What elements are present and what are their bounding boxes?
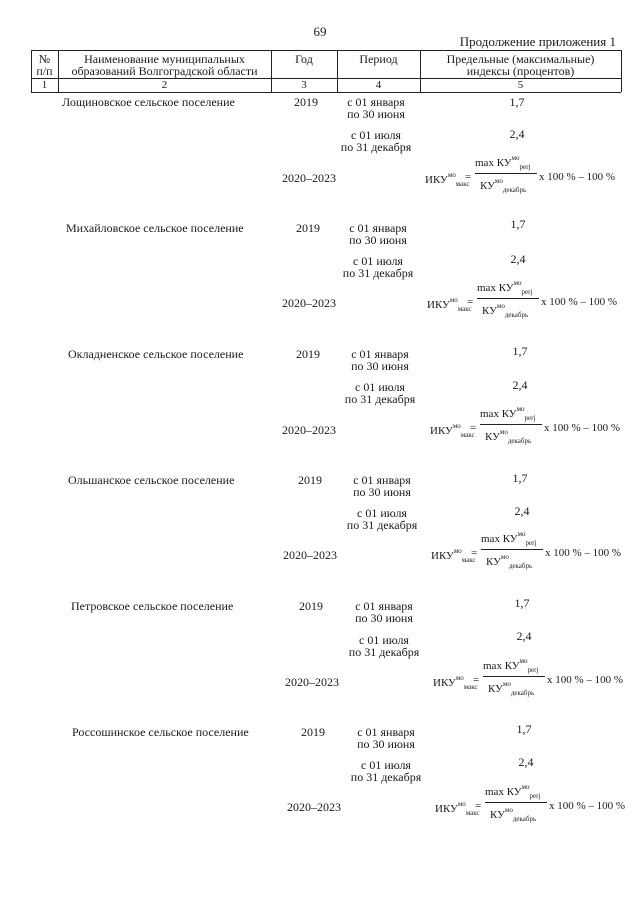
period-first-line1: с 01 января <box>349 221 407 235</box>
table-row <box>0 96 640 222</box>
formula-fraction-bar <box>475 173 537 174</box>
formula-num-sup: мо <box>517 530 526 538</box>
formula-lhs-sub: макс <box>455 180 470 188</box>
formula-num-sup: мо <box>521 783 530 791</box>
formula-lhs-text: ИКУ <box>427 299 450 311</box>
col-number-5: 5 <box>517 79 524 91</box>
formula-num-text: max КУ <box>477 282 514 294</box>
period-second-line1: с 01 июля <box>353 254 403 268</box>
formula-num-sup: мо <box>511 154 520 162</box>
formula-fraction-bar <box>477 298 539 299</box>
formula-den-text: КУ <box>486 556 501 568</box>
formula-num-sub: perj <box>525 539 537 547</box>
formula-num-text: max КУ <box>475 157 512 169</box>
year-range: 2020–2023 <box>282 423 336 437</box>
formula-lhs-sup: мо <box>457 800 466 808</box>
formula-num-sub: perj <box>519 163 531 171</box>
period-second-line2: по 31 декабря <box>342 266 414 280</box>
value-first-half: 1,7 <box>516 722 532 736</box>
formula-den-sup: мо <box>502 680 511 688</box>
formula-den-sub: декабрь <box>507 437 532 445</box>
formula-lhs <box>427 296 472 313</box>
period-second-line2: по 31 декабря <box>340 140 412 154</box>
value-second-half: 2,4 <box>518 755 534 769</box>
formula-num-sup: мо <box>519 657 528 665</box>
municipality-name: Петровское сельское поселение <box>71 599 234 613</box>
formula-equals: = <box>467 296 474 308</box>
formula-lhs <box>435 800 480 817</box>
header-bottom-rule <box>31 92 621 93</box>
header-limit-line2: индексы (процентов) <box>466 64 575 78</box>
col-number-4: 4 <box>375 79 382 91</box>
municipality-name: Окладненское сельское поселение <box>68 347 244 361</box>
formula-den-text: КУ <box>490 809 505 821</box>
header-num-line1: № <box>38 52 51 66</box>
formula-lhs-text: ИКУ <box>431 550 454 562</box>
formula-den-sup: мо <box>496 302 505 310</box>
index-formula <box>425 154 625 198</box>
period-first-line1: с 01 января <box>355 599 413 613</box>
header-middle-rule <box>31 78 621 79</box>
formula-num-sub: perj <box>521 288 533 296</box>
formula-numerator <box>480 405 535 422</box>
formula-denominator <box>482 302 528 319</box>
period-first-half <box>323 222 433 246</box>
header-num <box>31 53 58 77</box>
formula-den-sub: декабрь <box>508 562 533 570</box>
formula-equals: = <box>465 171 472 183</box>
formula-fraction-bar <box>485 802 547 803</box>
formula-num-sub: perj <box>527 666 539 674</box>
formula-lhs-sup: мо <box>447 171 456 179</box>
period-second-line2: по 31 декабря <box>346 518 418 532</box>
year-2019: 2019 <box>294 95 318 109</box>
table-row <box>0 722 640 856</box>
formula-num-sub: perj <box>524 414 536 422</box>
formula-lhs-sub: макс <box>461 556 476 564</box>
period-second-half <box>329 634 439 658</box>
formula-lhs-sub: макс <box>460 431 475 439</box>
period-second-line1: с 01 июля <box>359 633 409 647</box>
formula-numerator <box>477 279 532 296</box>
formula-lhs-sup: мо <box>455 674 464 682</box>
formula-lhs-sup: мо <box>452 422 461 430</box>
value-second-half: 2,4 <box>510 252 526 266</box>
period-first-line2: по 30 июня <box>351 359 409 373</box>
formula-lhs-text: ИКУ <box>430 425 453 437</box>
year-range: 2020–2023 <box>282 296 336 310</box>
period-second-line1: с 01 июля <box>351 128 401 142</box>
formula-numerator <box>475 154 530 171</box>
formula-denominator <box>486 553 532 570</box>
formula-num-text: max КУ <box>480 408 517 420</box>
year-range: 2020–2023 <box>287 800 341 814</box>
period-first-line2: по 30 июня <box>347 107 405 121</box>
formula-lhs <box>431 547 476 564</box>
period-second-half <box>331 759 441 783</box>
formula-lhs-sub: макс <box>465 809 480 817</box>
value-second-half: 2,4 <box>512 378 528 392</box>
formula-equals: = <box>475 800 482 812</box>
header-limit <box>420 53 621 77</box>
value-first-half: 1,7 <box>510 217 526 231</box>
period-first-half <box>331 726 441 750</box>
formula-denominator <box>485 428 531 445</box>
period-second-half <box>321 129 431 153</box>
year-2019: 2019 <box>296 347 320 361</box>
formula-fraction-bar <box>481 549 543 550</box>
value-first-half: 1,7 <box>512 344 528 358</box>
period-first-half <box>327 474 437 498</box>
formula-den-text: КУ <box>480 180 495 192</box>
formula-lhs-sub: макс <box>463 683 478 691</box>
index-formula <box>431 530 631 574</box>
col-number-2: 2 <box>161 79 168 91</box>
header-limit-line1: Предельные (максимальные) <box>446 52 595 66</box>
formula-numerator <box>485 783 540 800</box>
period-second-line2: по 31 декабря <box>344 392 416 406</box>
formula-den-sub: декабрь <box>512 815 537 823</box>
value-first-half: 1,7 <box>512 471 528 485</box>
municipality-name: Россошинское сельское поселение <box>72 725 249 739</box>
year-range: 2020–2023 <box>282 171 336 185</box>
formula-tail: x 100 % – 100 % <box>545 547 622 559</box>
formula-tail: x 100 % – 100 % <box>547 674 624 686</box>
formula-num-text: max КУ <box>481 533 518 545</box>
formula-equals: = <box>473 674 480 686</box>
col-number-1: 1 <box>41 79 48 91</box>
index-formula <box>427 279 627 323</box>
formula-den-sub: декабрь <box>510 689 535 697</box>
index-formula <box>430 405 630 449</box>
continuation-note: Продолжение приложения 1 <box>459 34 616 49</box>
header-top-rule <box>31 50 621 51</box>
formula-denominator <box>488 680 534 697</box>
value-second-half: 2,4 <box>509 127 525 141</box>
period-second-half <box>327 507 437 531</box>
formula-numerator <box>483 657 538 674</box>
header-period: Период <box>359 52 398 66</box>
index-formula <box>433 657 633 701</box>
year-range: 2020–2023 <box>285 675 339 689</box>
period-first-half <box>321 96 431 120</box>
index-formula <box>435 783 635 827</box>
period-second-half <box>323 255 433 279</box>
formula-equals: = <box>471 547 478 559</box>
formula-lhs <box>433 674 478 691</box>
formula-tail: x 100 % – 100 % <box>544 422 621 434</box>
formula-den-text: КУ <box>485 431 500 443</box>
formula-den-sub: декабрь <box>504 311 529 319</box>
period-first-line1: с 01 января <box>357 725 415 739</box>
col-number-3: 3 <box>301 79 307 91</box>
formula-den-sup: мо <box>494 177 503 185</box>
formula-lhs-text: ИКУ <box>425 174 448 186</box>
period-first-line1: с 01 января <box>353 473 411 487</box>
formula-den-text: КУ <box>488 683 503 695</box>
formula-den-sup: мо <box>504 806 513 814</box>
period-first-line2: по 30 июня <box>353 485 411 499</box>
period-second-line1: с 01 июля <box>355 380 405 394</box>
formula-num-text: max КУ <box>485 786 522 798</box>
formula-den-sup: мо <box>500 553 509 561</box>
formula-den-sub: декабрь <box>502 186 527 194</box>
header-name-line1: Наименование муниципальных <box>84 52 245 66</box>
formula-lhs <box>425 171 470 188</box>
page-number: 69 <box>313 24 327 39</box>
period-second-line2: по 31 декабря <box>350 770 422 784</box>
formula-equals: = <box>470 422 477 434</box>
period-second-line2: по 31 декабря <box>348 645 420 659</box>
period-first-line1: с 01 января <box>347 95 405 109</box>
period-second-line1: с 01 июля <box>357 506 407 520</box>
formula-lhs-text: ИКУ <box>435 803 458 815</box>
formula-tail: x 100 % – 100 % <box>541 296 618 308</box>
formula-tail: x 100 % – 100 % <box>539 171 616 183</box>
formula-num-sup: мо <box>513 279 522 287</box>
table-row <box>0 217 640 348</box>
municipality-name: Ольшанское сельское поселение <box>68 473 235 487</box>
formula-denominator <box>480 177 526 194</box>
header-year: Год <box>295 52 313 66</box>
formula-num-sup: мо <box>516 405 525 413</box>
municipality-name: Лощиновское сельское поселение <box>62 95 235 109</box>
formula-den-text: КУ <box>482 305 497 317</box>
period-first-half <box>329 600 439 624</box>
year-2019: 2019 <box>298 473 322 487</box>
header-name-line2: образований Волгоградской области <box>71 64 258 78</box>
formula-num-sub: perj <box>529 792 541 800</box>
period-first-line2: по 30 июня <box>357 737 415 751</box>
header-divider-right <box>621 50 622 92</box>
formula-tail: x 100 % – 100 % <box>549 800 626 812</box>
value-second-half: 2,4 <box>516 629 532 643</box>
formula-lhs-sup: мо <box>449 296 458 304</box>
table-row <box>0 344 640 474</box>
formula-fraction-bar <box>483 676 545 677</box>
formula-lhs-sup: мо <box>453 547 462 555</box>
period-second-line1: с 01 июля <box>361 758 411 772</box>
formula-lhs-sub: макс <box>457 305 472 313</box>
formula-num-text: max КУ <box>483 660 520 672</box>
header-name <box>58 53 271 77</box>
year-2019: 2019 <box>301 725 325 739</box>
formula-fraction-bar <box>480 424 542 425</box>
formula-den-sup: мо <box>499 428 508 436</box>
period-first-line1: с 01 января <box>351 347 409 361</box>
formula-denominator <box>490 806 536 823</box>
table-row <box>0 471 640 600</box>
formula-lhs <box>430 422 475 439</box>
period-first-line2: по 30 июня <box>349 233 407 247</box>
period-second-half <box>325 381 435 405</box>
municipality-name: Михайловское сельское поселение <box>66 221 244 235</box>
formula-lhs-text: ИКУ <box>433 677 456 689</box>
value-second-half: 2,4 <box>514 504 530 518</box>
header-num-line2: п/п <box>36 64 53 78</box>
year-range: 2020–2023 <box>283 548 337 562</box>
value-first-half: 1,7 <box>509 95 525 109</box>
formula-numerator <box>481 530 536 547</box>
year-2019: 2019 <box>296 221 320 235</box>
year-2019: 2019 <box>299 599 323 613</box>
value-first-half: 1,7 <box>514 596 530 610</box>
table-row <box>0 596 640 726</box>
period-first-line2: по 30 июня <box>355 611 413 625</box>
period-first-half <box>325 348 435 372</box>
